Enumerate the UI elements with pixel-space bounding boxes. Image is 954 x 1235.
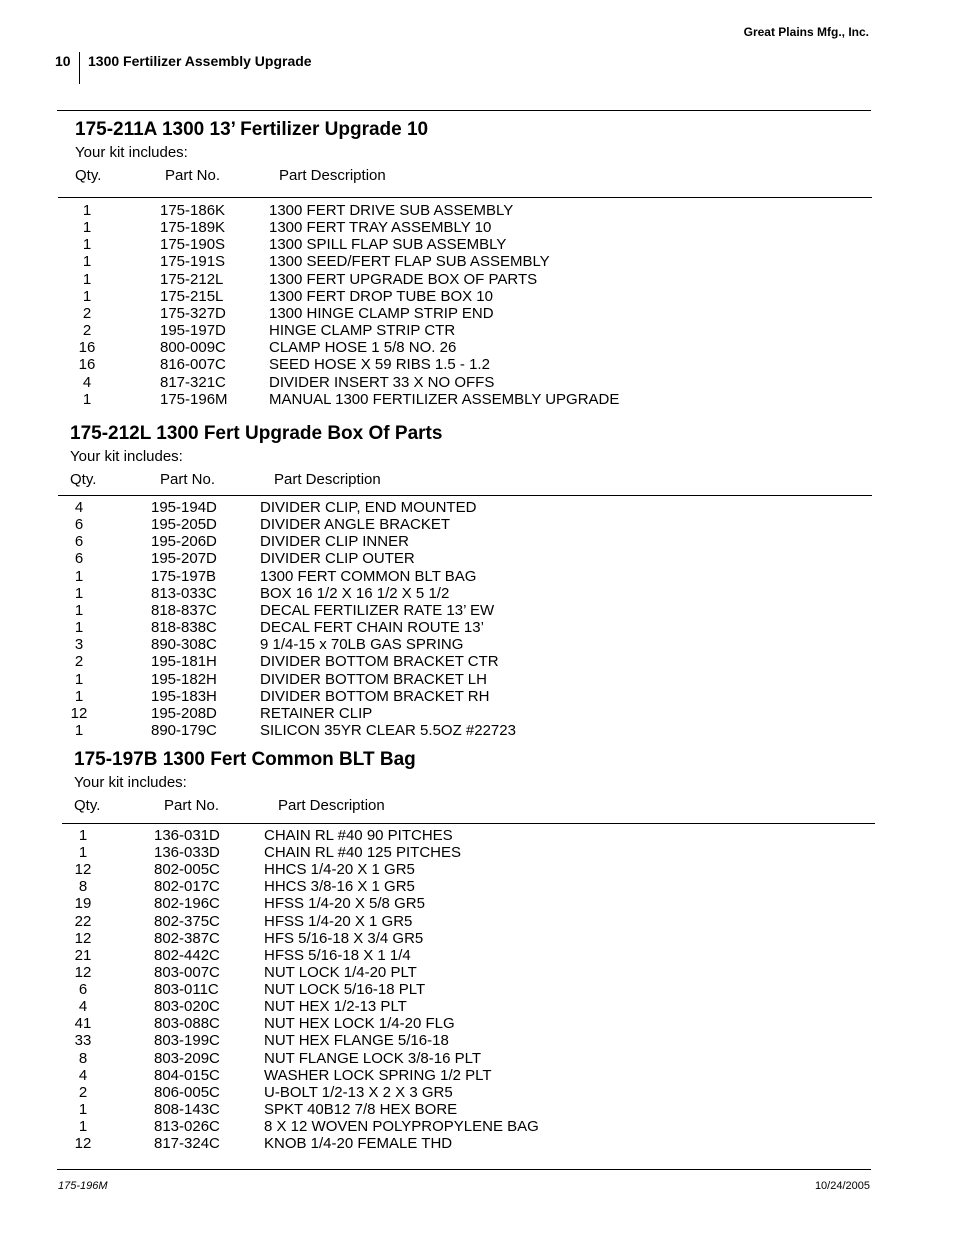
qty-cell: 16: [78, 339, 96, 357]
description-cell: NUT HEX LOCK 1/4-20 FLG: [264, 1015, 455, 1033]
description-cell: BOX 16 1/2 X 16 1/2 X 5 1/2: [260, 584, 450, 602]
part-number-cell: 804-015C: [154, 1066, 220, 1084]
description-cell: NUT LOCK 1/4-20 PLT: [264, 963, 417, 981]
description-cell: 9 1/4-15 x 70LB GAS SPRING: [260, 636, 464, 654]
running-title: 1300 Fertilizer Assembly Upgrade: [88, 53, 312, 69]
part-number-cell: 808-143C: [154, 1100, 220, 1118]
part-number-cell: 890-179C: [151, 721, 217, 739]
description-cell: DIVIDER CLIP INNER: [260, 533, 409, 551]
part-number-cell: 175-212L: [160, 270, 224, 288]
qty-cell: 19: [74, 895, 92, 913]
description-cell: HHCS 1/4-20 X 1 GR5: [264, 861, 415, 879]
description-cell: HHCS 3/8-16 X 1 GR5: [264, 878, 415, 896]
part-number-cell: 175-215L: [160, 287, 224, 305]
description-cell: 1300 FERT UPGRADE BOX OF PARTS: [269, 270, 538, 288]
description-cell: DIVIDER BOTTOM BRACKET CTR: [260, 653, 499, 671]
part-number-cell: 136-033D: [154, 844, 220, 862]
part-number-cell: 802-005C: [154, 861, 220, 879]
qty-cell: 21: [74, 946, 92, 964]
description-cell: U-BOLT 1/2-13 X 2 X 3 GR5: [264, 1083, 453, 1101]
qty-cell: 4: [78, 1066, 88, 1084]
section-subtitle: Your kit includes:: [74, 774, 187, 791]
description-cell: HFS 5/16-18 X 3/4 GR5: [264, 929, 424, 947]
qty-cell: 4: [78, 998, 88, 1016]
qty-cell: 1: [74, 721, 84, 739]
part-number-cell: 195-194D: [151, 499, 217, 516]
qty-cell: 1: [82, 390, 92, 408]
description-cell: RETAINER CLIP: [260, 704, 373, 722]
description-cell: DIVIDER CLIP, END MOUNTED: [260, 499, 477, 516]
part-number-cell: 818-838C: [151, 619, 217, 637]
description-cell: 1300 FERT COMMON BLT BAG: [260, 567, 477, 585]
column-header-part-no: Part No.: [160, 471, 216, 488]
description-cell: 1300 SPILL FLAP SUB ASSEMBLY: [269, 236, 507, 254]
description-cell: HINGE CLAMP STRIP CTR: [269, 322, 456, 340]
part-number-cell: 818-837C: [151, 601, 217, 619]
qty-cell: 6: [78, 981, 88, 999]
part-number-cell: 817-321C: [160, 373, 226, 391]
description-cell: 1300 SEED/FERT FLAP SUB ASSEMBLY: [269, 253, 550, 271]
part-number-cell: 803-088C: [154, 1015, 220, 1033]
description-cell: DIVIDER ANGLE BRACKET: [260, 516, 451, 534]
qty-cell: 4: [74, 499, 84, 516]
part-number-cell: 802-196C: [154, 895, 220, 913]
qty-cell: 2: [82, 322, 92, 340]
part-number-cell: 890-308C: [151, 636, 217, 654]
part-number-cell: 802-375C: [154, 912, 220, 930]
qty-cell: 1: [78, 1118, 88, 1136]
part-number-cell: 175-327D: [160, 304, 226, 322]
qty-cell: 1: [74, 584, 84, 602]
description-cell: DIVIDER BOTTOM BRACKET RH: [260, 687, 490, 705]
company-name: Great Plains Mfg., Inc.: [743, 25, 869, 39]
qty-cell: 1: [74, 601, 84, 619]
description-cell: NUT FLANGE LOCK 3/8-16 PLT: [264, 1049, 482, 1067]
description-cell: NUT HEX 1/2-13 PLT: [264, 998, 407, 1016]
part-number-cell: 813-033C: [151, 584, 217, 602]
qty-cell: 1: [74, 567, 84, 585]
part-number-cell: 195-197D: [160, 322, 226, 340]
description-cell: 8 X 12 WOVEN POLYPROPYLENE BAG: [264, 1118, 539, 1136]
description-cell: 1300 FERT DRIVE SUB ASSEMBLY: [269, 202, 514, 219]
qty-cell: 4: [82, 373, 92, 391]
part-number-cell: 802-017C: [154, 878, 220, 896]
part-number-cell: 195-206D: [151, 533, 217, 551]
qty-cell: 1: [82, 219, 92, 237]
qty-cell: 3: [74, 636, 84, 654]
section-title: 175-197B 1300 Fert Common BLT Bag: [74, 749, 416, 770]
qty-cell: 1: [82, 202, 92, 219]
part-number-cell: 195-208D: [151, 704, 217, 722]
qty-cell: 22: [74, 912, 92, 930]
part-number-cell: 175-196M: [160, 390, 228, 408]
part-number-cell: 806-005C: [154, 1083, 220, 1101]
part-number-cell: 803-007C: [154, 963, 220, 981]
part-number-cell: 175-186K: [160, 202, 226, 219]
part-number-cell: 803-199C: [154, 1032, 220, 1050]
qty-cell: 1: [82, 270, 92, 288]
part-number-cell: 817-324C: [154, 1135, 220, 1153]
column-header-part-no: Part No.: [164, 797, 220, 814]
part-number-cell: 175-189K: [160, 219, 226, 237]
qty-cell: 16: [78, 356, 96, 374]
description-cell: SILICON 35YR CLEAR 5.5OZ #22723: [260, 721, 516, 739]
description-cell: 1300 FERT TRAY ASSEMBLY 10: [269, 219, 492, 237]
column-header-qty: Qty.: [75, 167, 102, 184]
qty-cell: 1: [82, 253, 92, 271]
description-cell: DIVIDER INSERT 33 X NO OFFS: [269, 373, 495, 391]
part-number-cell: 816-007C: [160, 356, 226, 374]
part-number-cell: 802-387C: [154, 929, 220, 947]
qty-cell: 41: [74, 1015, 92, 1033]
part-number-cell: 813-026C: [154, 1118, 220, 1136]
qty-cell: 1: [78, 1100, 88, 1118]
description-cell: DIVIDER CLIP OUTER: [260, 550, 415, 568]
column-header-description: Part Description: [279, 167, 386, 184]
description-cell: SEED HOSE X 59 RIBS 1.5 - 1.2: [269, 356, 490, 374]
column-header-part-no: Part No.: [165, 167, 221, 184]
header-rule: [57, 110, 871, 111]
part-number-cell: 136-031D: [154, 827, 220, 844]
qty-cell: 8: [78, 1049, 88, 1067]
section-title: 175-211A 1300 13’ Fertilizer Upgrade 10: [75, 119, 429, 140]
column-header-qty: Qty.: [70, 471, 97, 488]
part-number-cell: 175-191S: [160, 253, 226, 271]
qty-cell: 2: [74, 653, 84, 671]
part-number-cell: 195-207D: [151, 550, 217, 568]
description-cell: HFSS 1/4-20 X 1 GR5: [264, 912, 413, 930]
qty-cell: 12: [70, 704, 88, 722]
description-cell: CLAMP HOSE 1 5/8 NO. 26: [269, 339, 457, 357]
description-cell: NUT HEX FLANGE 5/16-18: [264, 1032, 449, 1050]
qty-cell: 12: [74, 963, 92, 981]
description-cell: DIVIDER BOTTOM BRACKET LH: [260, 670, 487, 688]
qty-cell: 12: [74, 1135, 92, 1153]
qty-cell: 1: [74, 619, 84, 637]
part-number-cell: 195-181H: [151, 653, 217, 671]
footer-rule: [57, 1169, 871, 1170]
qty-cell: 6: [74, 550, 84, 568]
qty-cell: 1: [74, 670, 84, 688]
description-cell: DECAL FERT CHAIN ROUTE 13’: [260, 619, 484, 637]
section-subtitle: Your kit includes:: [75, 144, 188, 161]
qty-cell: 1: [74, 687, 84, 705]
qty-cell: 12: [74, 929, 92, 947]
part-number-cell: 803-209C: [154, 1049, 220, 1067]
description-cell: DECAL FERTILIZER RATE 13’ EW: [260, 601, 495, 619]
page-number: 10: [55, 53, 71, 69]
part-number-cell: 195-205D: [151, 516, 217, 534]
section-title: 175-212L 1300 Fert Upgrade Box Of Parts: [70, 423, 443, 444]
table-rule: [58, 197, 872, 198]
part-number-cell: 800-009C: [160, 339, 226, 357]
description-cell: NUT LOCK 5/16-18 PLT: [264, 981, 426, 999]
column-header-description: Part Description: [278, 797, 385, 814]
part-number-cell: 175-197B: [151, 567, 217, 585]
column-header-qty: Qty.: [74, 797, 101, 814]
description-cell: HFSS 5/16-18 X 1 1/4: [264, 946, 411, 964]
qty-cell: 12: [74, 861, 92, 879]
description-cell: WASHER LOCK SPRING 1/2 PLT: [264, 1066, 492, 1084]
part-number-cell: 195-182H: [151, 670, 217, 688]
description-cell: MANUAL 1300 FERTILIZER ASSEMBLY UPGRADE: [269, 390, 620, 408]
qty-cell: 1: [78, 827, 88, 844]
part-number-cell: 175-190S: [160, 236, 226, 254]
description-cell: CHAIN RL #40 125 PITCHES: [264, 844, 462, 862]
description-cell: SPKT 40B12 7/8 HEX BORE: [264, 1100, 458, 1118]
description-cell: 1300 HINGE CLAMP STRIP END: [269, 304, 494, 322]
description-cell: KNOB 1/4-20 FEMALE THD: [264, 1135, 453, 1153]
section-subtitle: Your kit includes:: [70, 448, 183, 465]
table-rule: [58, 495, 872, 496]
description-cell: 1300 FERT DROP TUBE BOX 10: [269, 287, 493, 305]
qty-cell: 2: [82, 304, 92, 322]
part-number-cell: 803-020C: [154, 998, 220, 1016]
document-date: 10/24/2005: [814, 1180, 870, 1192]
description-cell: CHAIN RL #40 90 PITCHES: [264, 827, 453, 844]
table-rule: [62, 823, 875, 824]
part-number-cell: 802-442C: [154, 946, 220, 964]
description-cell: HFSS 1/4-20 X 5/8 GR5: [264, 895, 425, 913]
qty-cell: 8: [78, 878, 88, 896]
header-divider: [79, 52, 80, 84]
qty-cell: 33: [74, 1032, 92, 1050]
qty-cell: 6: [74, 533, 84, 551]
qty-cell: 2: [78, 1083, 88, 1101]
qty-cell: 1: [82, 236, 92, 254]
qty-cell: 1: [82, 287, 92, 305]
column-header-description: Part Description: [274, 471, 381, 488]
qty-cell: 1: [78, 844, 88, 862]
part-number-cell: 803-011C: [154, 981, 219, 999]
document-number: 175-196M: [58, 1180, 108, 1192]
part-number-cell: 195-183H: [151, 687, 217, 705]
qty-cell: 6: [74, 516, 84, 534]
